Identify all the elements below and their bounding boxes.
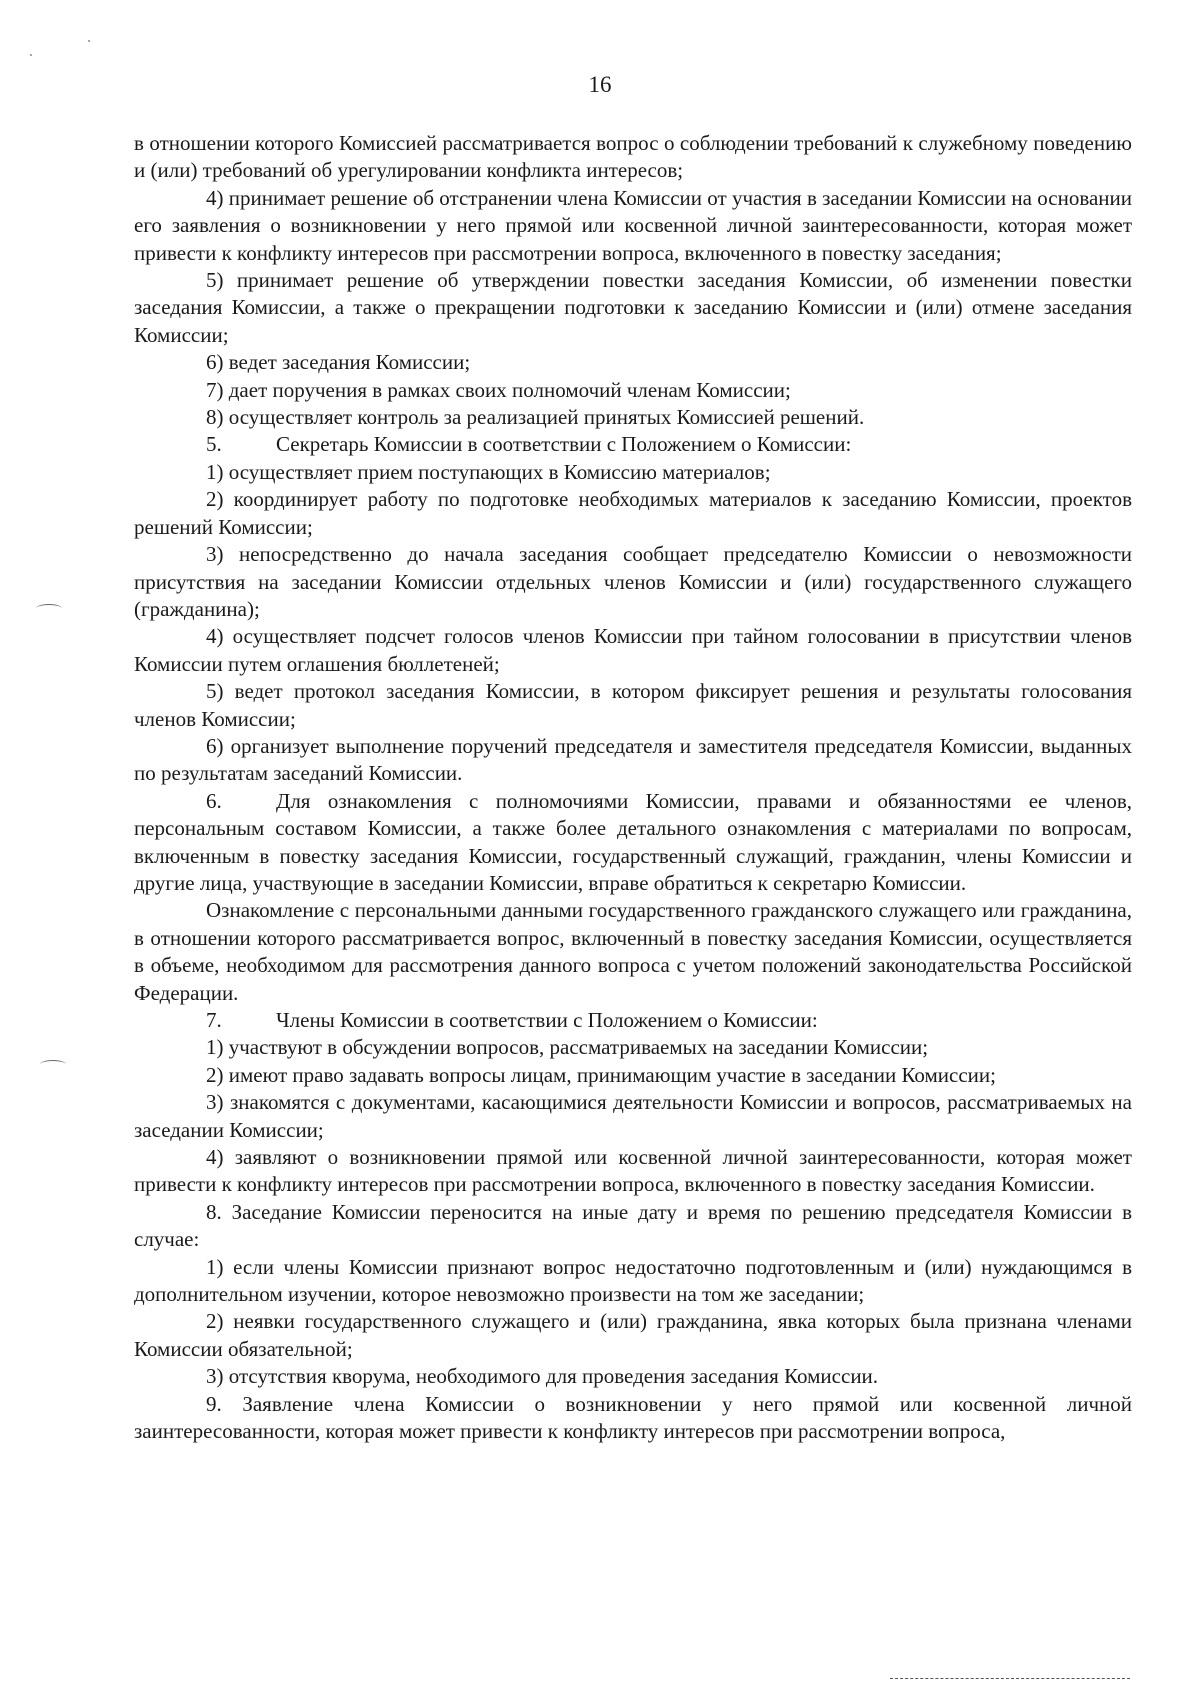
paragraph: 6) ведет заседания Комиссии; — [206, 350, 471, 375]
paragraph: 8. Заседание Комиссии переносится на иные дату и время по решению председателя Комиссии в случае: — [134, 1199, 1132, 1252]
paragraph: Ознакомление с персональными данными государственного гражданского служащего или гражданина, в отношении которого рассматривается вопрос, включенный в повестку заседания Комиссии, осуществляется в объеме, необходимом для рассмотрения данного вопроса с учетом положений законодательства Российской Федерации. — [134, 898, 1132, 1005]
section-heading: 7. Члены Комиссии в соответствии с Положением о Комиссии: — [134, 1007, 1132, 1034]
section-number: 5. — [206, 432, 222, 457]
paragraph: 7) дает поручения в рамках своих полномочий членам Комиссии; — [206, 377, 791, 402]
section-number: 6. — [206, 788, 222, 813]
paragraph: 1) осуществляет прием поступающих в Комиссию материалов; — [206, 459, 771, 484]
document-body — [134, 130, 1132, 1446]
scan-speck — [88, 40, 90, 42]
paragraph: 3) знакомятся с документами, касающимися деятельности Комиссии и вопросов, рассматриваемых на заседании Комиссии; — [134, 1090, 1132, 1142]
section-number: 7. — [206, 1008, 222, 1032]
section-heading: 6. Для ознакомления с полномочиями Комиссии, правами и обязанностями ее членов, персональным составом Комиссии, а также более детального ознакомления с материалами по вопросам, включенным в повестку заседания Комиссии, государственный служащий, гражданин, члены Комиссии и другие лица, участвующие в заседании Комиссии, вправе обратиться к секретарю Комиссии. — [134, 788, 1132, 895]
binding-hole-mark — [40, 1060, 66, 1069]
page-number: 16 — [588, 72, 612, 97]
paragraph: 5) ведет протокол заседания Комиссии, в котором фиксирует решения и результаты голосования членов Комиссии; — [134, 679, 1132, 731]
paragraph: 4) принимает решение об отстранении члена Комиссии от участия в заседании Комиссии на основании его заявления о возникновении у него прямой или косвенной личной заинтересованности, которая может привести к конфликту интересов при рассмотрении вопроса, включенного в повестку заседания; — [134, 185, 1132, 265]
paragraph: 3) отсутствия кворума, необходимого для проведения заседания Комиссии. — [206, 1364, 879, 1389]
scan-speck — [30, 54, 32, 56]
section-heading: 5. Секретарь Комиссии в соответствии с Положением о Комиссии: — [134, 431, 1132, 458]
paragraph: 5) принимает решение об утверждении повестки заседания Комиссии, об изменении повестки заседания Комиссии, а также о прекращении подготовки к заседанию Комиссии и (или) отмене заседания Комиссии; — [134, 268, 1132, 347]
paragraph: 8) осуществляет контроль за реализацией принятых Комиссией решений. — [206, 405, 865, 430]
paragraph: 4) осуществляет подсчет голосов членов Комиссии при тайном голосовании в присутствии членов Комиссии путем оглашения бюллетеней; — [134, 624, 1132, 676]
paragraph: 1) если члены Комиссии признают вопрос недостаточно подготовленным и (или) нуждающимся в дополнительном изучении, которое невозможно произвести на том же заседании; — [134, 1254, 1132, 1307]
bottom-rule — [890, 1678, 1130, 1679]
paragraph: 4) заявляют о возникновении прямой или косвенной личной заинтересованности, которая может привести к конфликту интересов при рассмотрении вопроса, включенного в повестку заседания Комиссии. — [134, 1145, 1132, 1197]
paragraph: 1) участвуют в обсуждении вопросов, рассматриваемых на заседании Комиссии; — [206, 1035, 929, 1060]
paragraph: 2) неявки государственного служащего и (или) гражданина, явка которых была признана членами Комиссии обязательной; — [134, 1309, 1132, 1361]
paragraph: 6) организует выполнение поручений председателя и заместителя председателя Комиссии, выданных по результатам заседаний Комиссии. — [134, 733, 1132, 786]
paragraph: 3) непосредственно до начала заседания сообщает председателю Комиссии о невозможности присутствия на заседании Комиссии отдельных членов Комиссии и (или) государственного служащего (гражданина); — [134, 542, 1132, 621]
paragraph: 2) координирует работу по подготовке необходимых материалов к заседанию Комиссии, проектов решений Комиссии; — [134, 487, 1132, 539]
paragraph: в отношении которого Комиссией рассматривается вопрос о соблюдении требований к служебному поведению и (или) требований об урегулировании конфликта интересов; — [134, 131, 1132, 183]
paragraph: 2) имеют право задавать вопросы лицам, принимающим участие в заседании Комиссии; — [206, 1062, 996, 1087]
binding-hole-mark — [36, 604, 62, 613]
paragraph: 9. Заявление члена Комиссии о возникновении у него прямой или косвенной личной заинтересованности, которая может привести к конфликту интересов при рассмотрении вопроса, — [134, 1391, 1132, 1444]
